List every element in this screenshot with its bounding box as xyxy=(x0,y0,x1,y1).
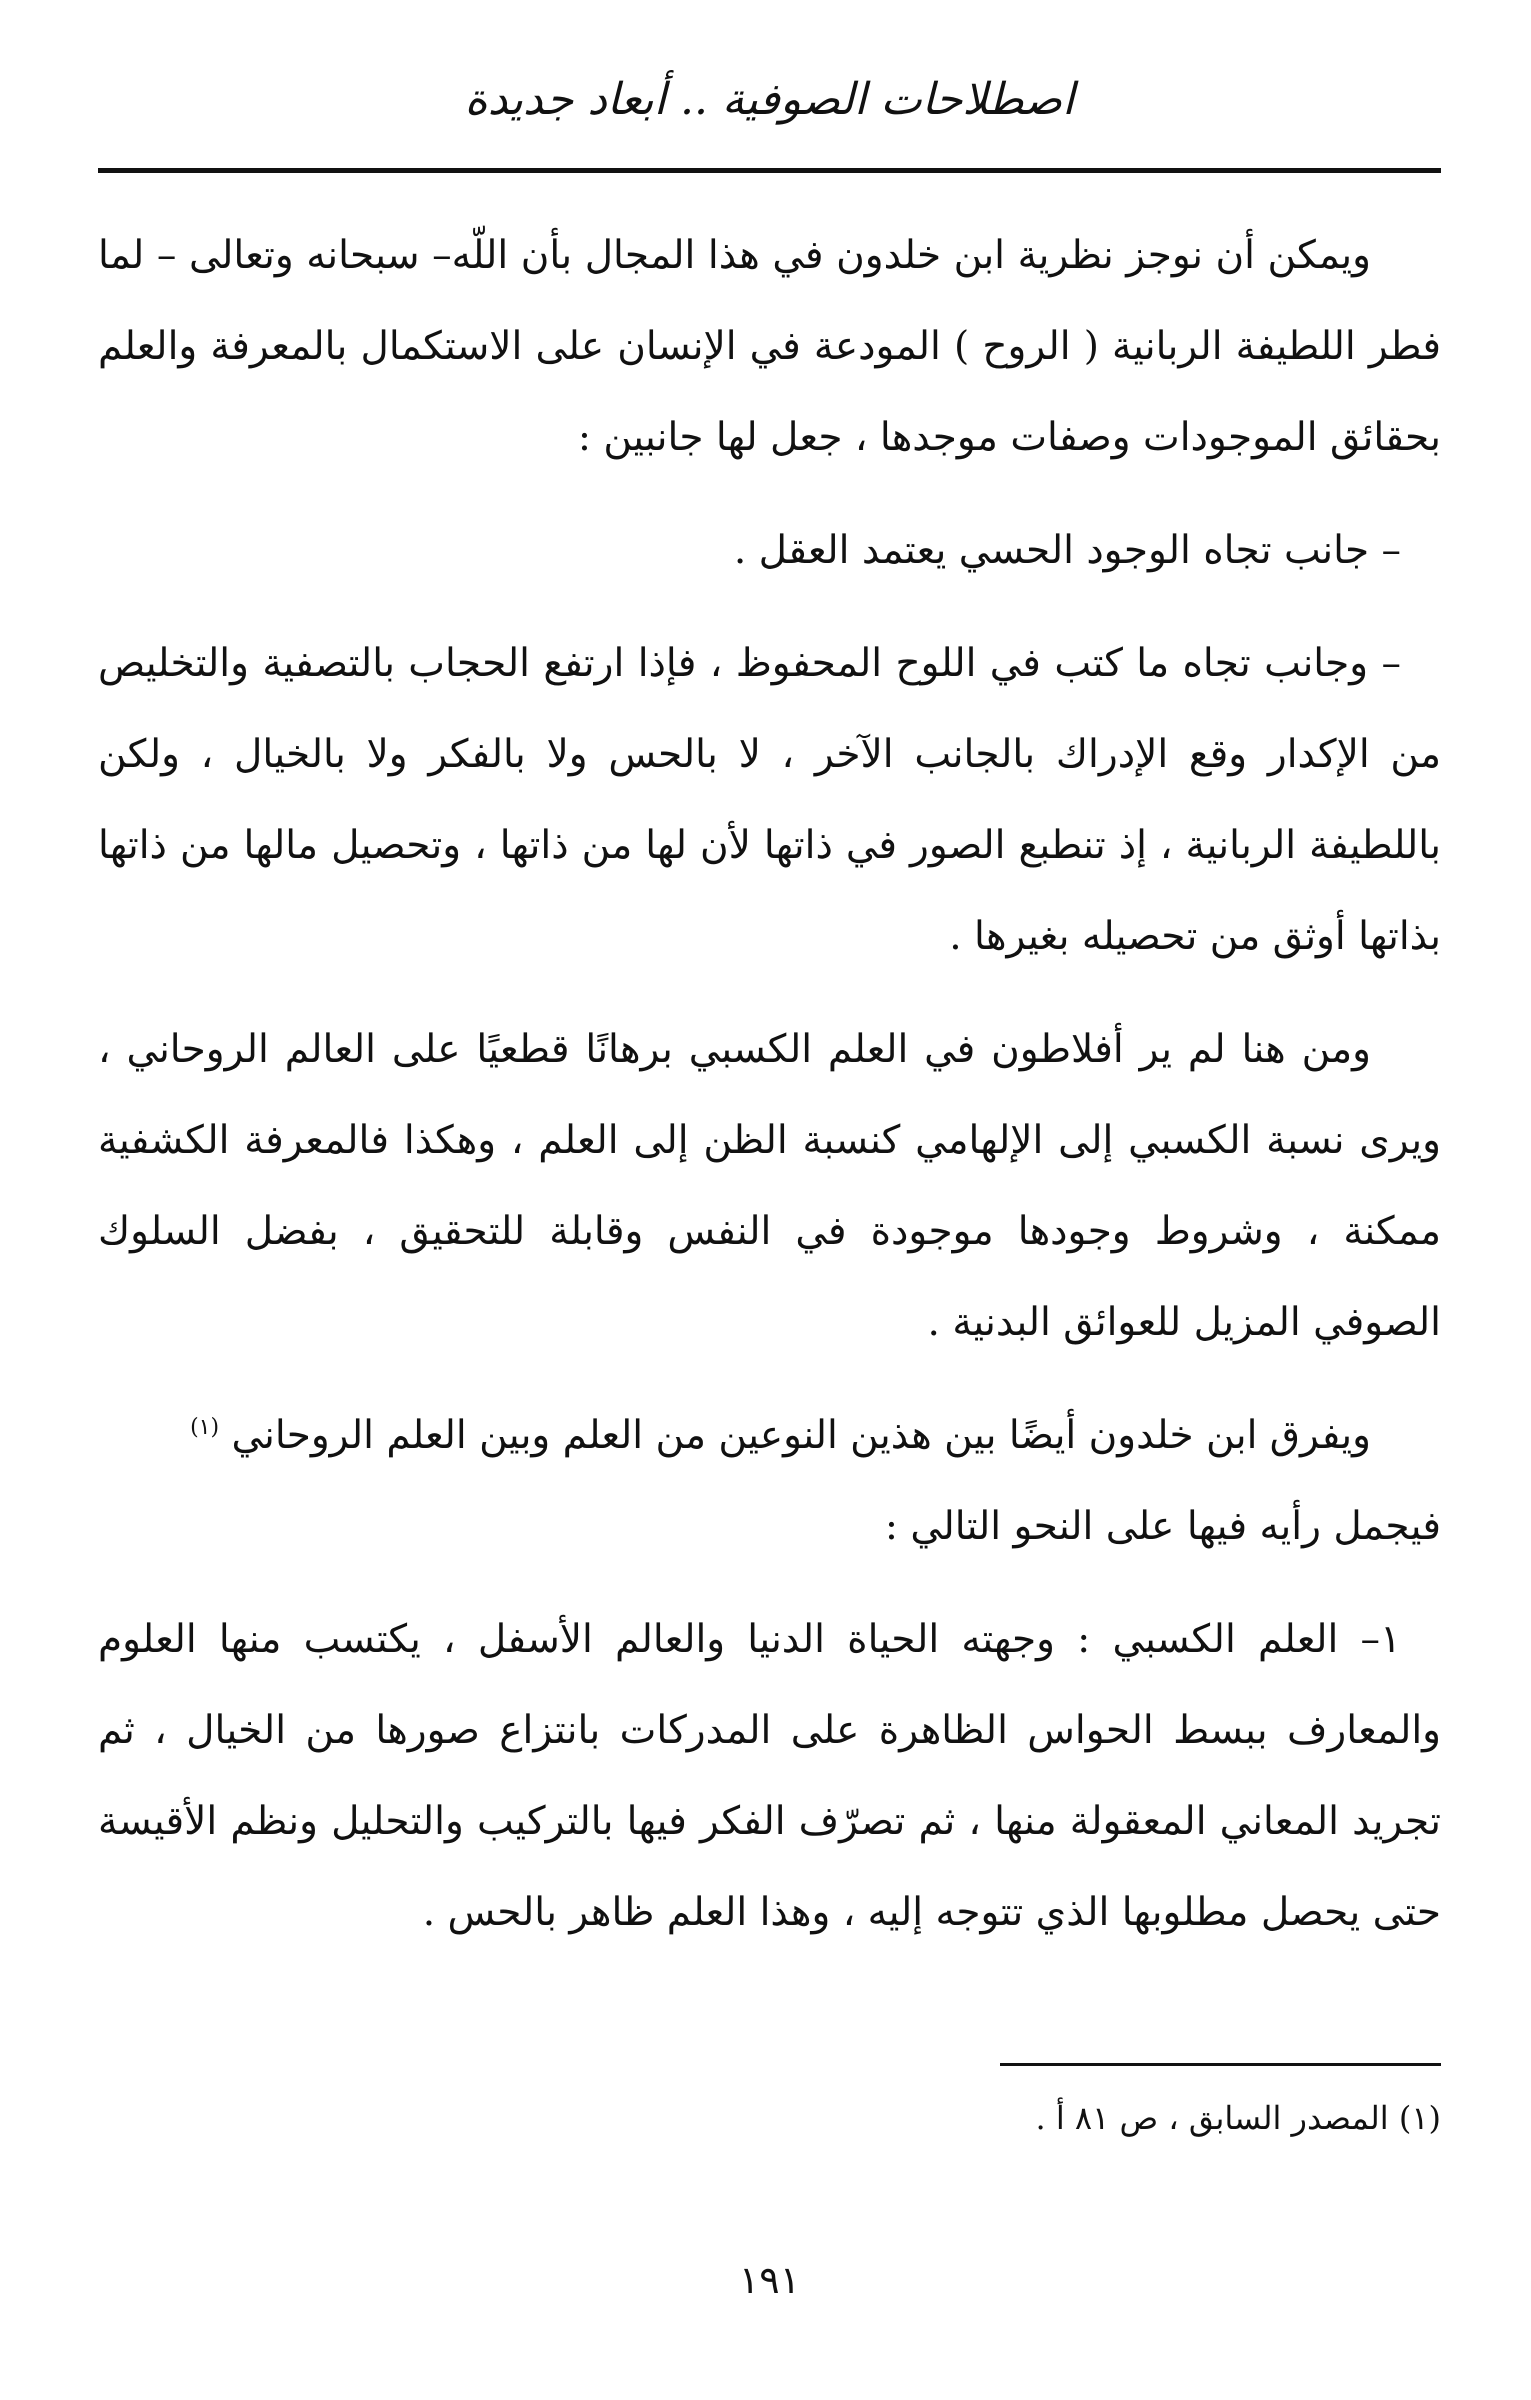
body-text xyxy=(98,210,1441,1980)
header-rule xyxy=(98,168,1441,173)
page-number: ١٩١ xyxy=(738,2258,801,2302)
footnote-marker: (١) xyxy=(190,1415,220,1440)
paragraph-4: ومن هنا لم ير أفلاطون في العلم الكسبي برهانًا قطعيًا على العالم الروحاني ، ويرى نسبة الكسبي إلى الإلهامي كنسبة الظن إلى العلم ، وهكذا فالمعرفة الكشفية ممكنة ، وشروط وجودها موجودة في النفس وقابلة للتحقيق ، بفضل السلوك الصوفي المزيل للعوائق البدنية . xyxy=(98,1027,1441,1345)
paragraph-6: فيجمل رأيه فيها على النحو التالي : xyxy=(884,1504,1441,1549)
paragraph-2: – جانب تجاه الوجود الحسي يعتمد العقل . xyxy=(733,528,1401,573)
paragraph-7: ١– العلم الكسبي : وجهته الحياة الدنيا والعالم الأسفل ، يكتسب منها العلوم والمعارف ببسط الحواس الظاهرة على المدركات بانتزاع صورها من الخيال ، ثم تجريد المعاني المعقولة منها ، ثم تصرّف الفكر فيها بالتركيب والتحليل ونظم الأقيسة حتى يحصل مطلوبها الذي تتوجه إليه ، وهذا العلم ظاهر بالحس . xyxy=(98,1617,1441,1935)
paragraph-1: ويمكن أن نوجز نظرية ابن خلدون في هذا المجال بأن اللّه– سبحانه وتعالى – لما فطر اللطيفة الربانية ( الروح ) المودعة في الإنسان على الاستكمال بالمعرفة والعلم بحقائق الموجودات وصفات موجدها ، جعل لها جانبين : xyxy=(98,233,1441,460)
footnote-rule xyxy=(1000,2063,1441,2066)
paragraph-5-text: ويفرق ابن خلدون أيضًا بين هذين النوعين من العلم وبين العلم الروحاني xyxy=(231,1413,1371,1458)
paragraph-3: – وجانب تجاه ما كتب في اللوح المحفوظ ، فإذا ارتفع الحجاب بالتصفية والتخليص من الإكدار وقع الإدراك بالجانب الآخر ، لا بالحس ولا بالفكر ولا بالخيال ، ولكن باللطيفة الربانية ، إذ تنطبع الصور في ذاتها لأن لها من ذاتها ، وتحصيل مالها من ذاتها بذاتها أوثق من تحصيله بغيرها . xyxy=(98,641,1441,959)
paragraph-5 xyxy=(98,1390,1441,1481)
footnote: (١) المصدر السابق ، ص ٨١ أ . xyxy=(1035,2099,1441,2137)
running-header: اصطلاحات الصوفية .. أبعاد جديدة xyxy=(464,74,1075,125)
